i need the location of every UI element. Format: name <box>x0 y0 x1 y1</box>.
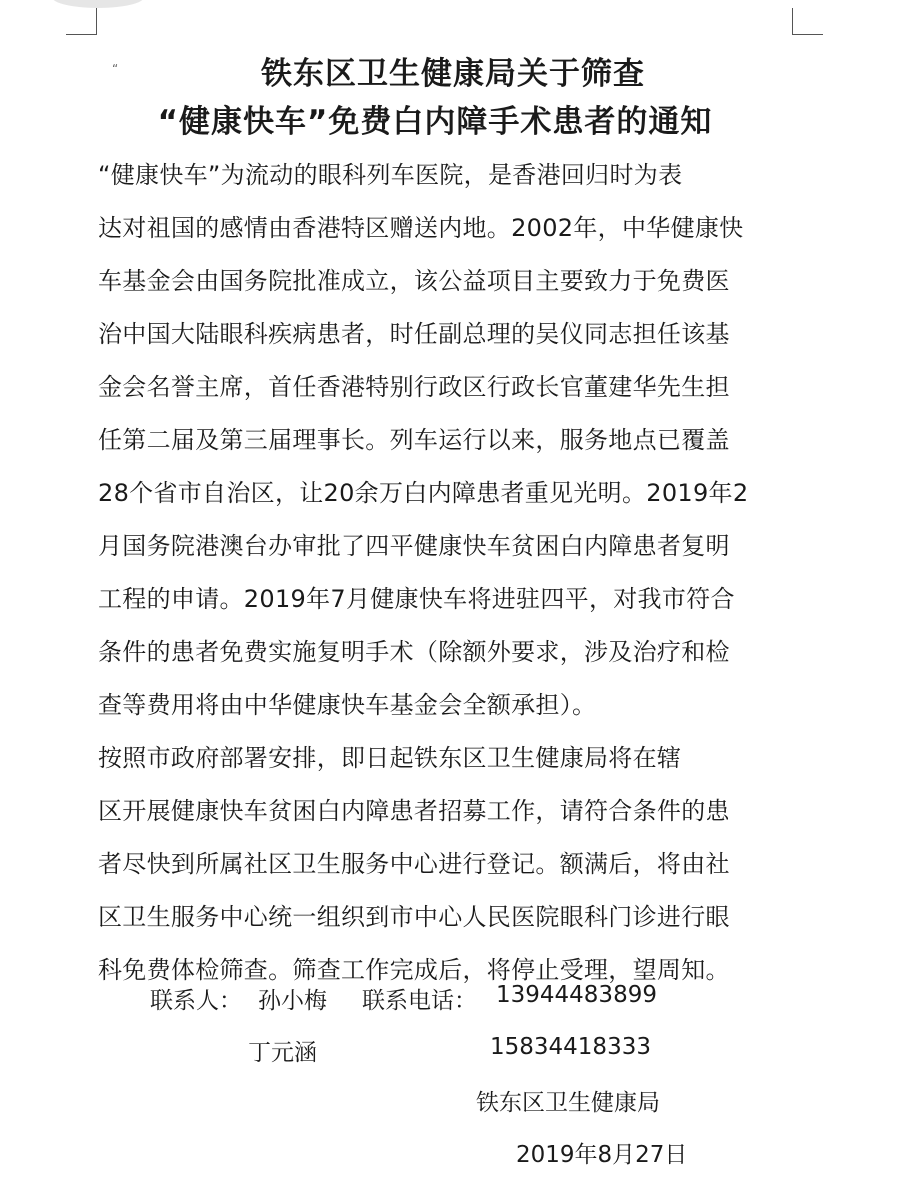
contact-person1: 孙小梅 <box>258 988 327 1014</box>
contact-phone-label: 联系电话： <box>362 988 477 1014</box>
paragraph1-line: 任第二届及第三届理事长。列车运行以来，服务地点已覆盖 <box>98 426 730 454</box>
crop-mark-left <box>66 8 97 35</box>
paragraph1-line: 金会名誉主席，首任香港特别行政区行政长官董建华先生担 <box>98 373 730 401</box>
paragraph1-line: 工程的申请。2019年7月健康快车将进驻四平，对我市符合 <box>98 585 735 613</box>
signature-date: 2019年8月27日 <box>516 1142 688 1168</box>
document-title-line2: “健康快车”免费白内障手术患者的通知 <box>157 104 713 140</box>
corner-shadow <box>52 0 144 8</box>
paragraph1-line: 28个省市自治区，让20余万白内障患者重见光明。2019年2 <box>98 479 749 507</box>
crop-mark-right <box>792 8 823 35</box>
paragraph1-line: 月国务院港澳台办审批了四平健康快车贫困白内障患者复明 <box>98 532 730 560</box>
contact-person-label: 联系人： <box>150 988 242 1014</box>
contact-phone1: 13944483899 <box>496 982 657 1008</box>
paragraph1-line: 车基金会由国务院批准成立，该公益项目主要致力于免费医 <box>98 267 730 295</box>
signature-org: 铁东区卫生健康局 <box>476 1090 660 1116</box>
paragraph2-line: 区开展健康快车贫困白内障患者招募工作，请符合条件的患 <box>98 797 730 825</box>
paragraph2-line: 科免费体检筛查。筛查工作完成后，将停止受理，望周知。 <box>98 956 730 984</box>
paragraph1-line: 治中国大陆眼科疾病患者，时任副总理的吴仪同志担任该基 <box>98 320 730 348</box>
paragraph1-line: “健康快车”为流动的眼科列车医院，是香港回归时为表 <box>98 161 683 189</box>
paragraph2-line: 者尽快到所属社区卫生服务中心进行登记。额满后，将由社 <box>98 850 730 878</box>
contact-phone2: 15834418333 <box>490 1034 651 1060</box>
stray-quote-mark: “ <box>112 62 119 76</box>
paragraph2-line: 区卫生服务中心统一组织到市中心人民医院眼科门诊进行眼 <box>98 903 730 931</box>
paragraph1-line: 条件的患者免费实施复明手术（除额外要求，涉及治疗和检 <box>98 638 730 666</box>
paragraph2-line: 按照市政府部署安排，即日起铁东区卫生健康局将在辖 <box>98 744 682 772</box>
paragraph1-line: 达对祖国的感情由香港特区赠送内地。2002年，中华健康快 <box>98 214 744 242</box>
contact-person2: 丁元涵 <box>248 1040 317 1066</box>
document-title-line1: 铁东区卫生健康局关于筛查 <box>261 56 645 92</box>
paragraph1-line: 查等费用将由中华健康快车基金会全额承担）。 <box>98 691 597 719</box>
